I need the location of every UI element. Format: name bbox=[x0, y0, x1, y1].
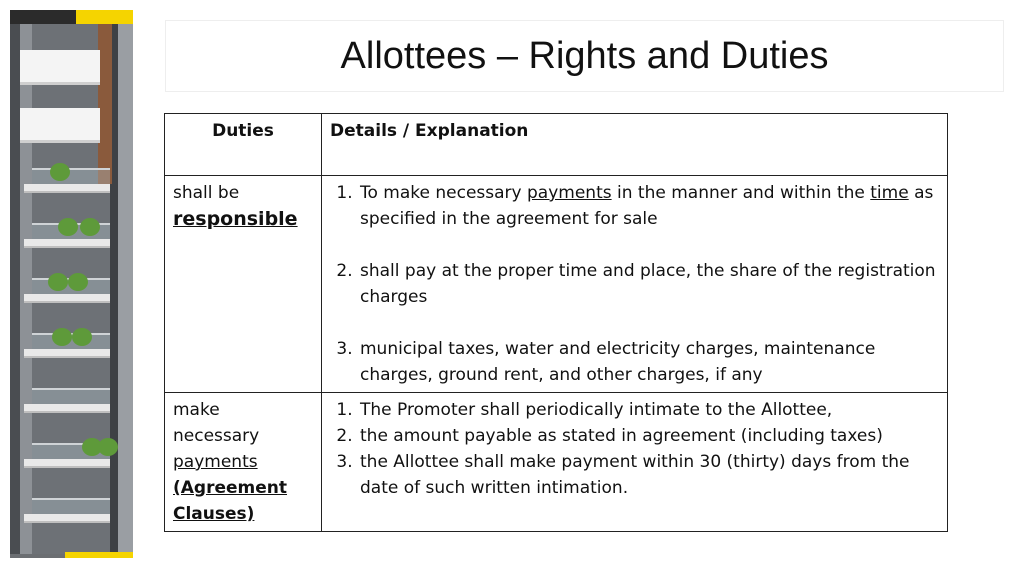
duty-cell bbox=[165, 393, 322, 532]
list-item: 3. municipal taxes, water and electricity charges, maintenance charges, ground rent, and other charges, if any bbox=[358, 336, 939, 388]
details-cell bbox=[322, 393, 948, 532]
dark-accent-bar bbox=[10, 10, 76, 24]
duty-text: make bbox=[173, 400, 220, 420]
yellow-accent-bar bbox=[76, 10, 133, 24]
title-box bbox=[165, 20, 1004, 92]
table-row bbox=[165, 393, 948, 532]
list-item: 1. To make necessary payments in the manner and within the time as specified in the agreement for sale bbox=[358, 180, 939, 232]
header-duties: Duties bbox=[165, 114, 322, 176]
balcony bbox=[24, 485, 110, 523]
duty-clause-ref: (Agreement Clauses) bbox=[173, 478, 288, 524]
duty-emphasis: responsible bbox=[173, 208, 298, 230]
balcony bbox=[24, 210, 110, 248]
building-panel bbox=[20, 108, 100, 143]
slide-title: Allottees – Rights and Duties bbox=[340, 34, 829, 77]
list-item: 2. the amount payable as stated in agreement (including taxes) bbox=[358, 423, 939, 449]
list-item: 3. the Allottee shall make payment within 30 (thirty) days from the date of such written intimation. bbox=[358, 449, 939, 501]
balcony bbox=[24, 320, 110, 358]
yellow-accent-bar-bottom bbox=[65, 552, 133, 558]
details-list bbox=[330, 397, 939, 501]
building-panel bbox=[20, 50, 100, 85]
balcony bbox=[24, 375, 110, 413]
balcony bbox=[24, 430, 110, 468]
duty-underlined: payments bbox=[173, 452, 258, 472]
details-list bbox=[330, 180, 939, 388]
duty-text: shall be bbox=[173, 183, 240, 203]
table-header-row bbox=[165, 114, 948, 176]
list-item: 1. The Promoter shall periodically intimate to the Allottee, bbox=[358, 397, 939, 423]
table-row bbox=[165, 176, 948, 393]
details-cell bbox=[322, 176, 948, 393]
balcony bbox=[24, 265, 110, 303]
building-illustration bbox=[10, 10, 133, 558]
list-item: 2. shall pay at the proper time and place, the share of the registration charges bbox=[358, 258, 939, 310]
duty-text: necessary bbox=[173, 426, 260, 446]
header-details: Details / Explanation bbox=[322, 114, 948, 176]
balcony bbox=[24, 155, 110, 193]
duties-table bbox=[164, 113, 948, 532]
duty-cell bbox=[165, 176, 322, 393]
